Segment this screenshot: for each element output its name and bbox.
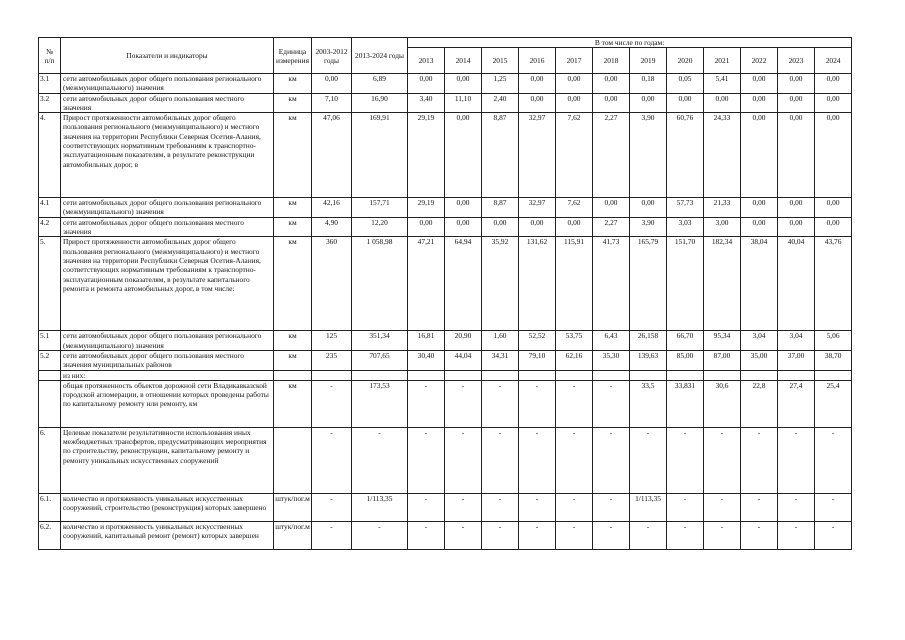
- row-unit: штук/пог.м: [274, 521, 312, 549]
- row-value-year: 3,04: [741, 331, 778, 351]
- row-number: [39, 370, 61, 380]
- row-value-year: 0,00: [815, 198, 852, 218]
- row-value-year: 30,6: [704, 380, 741, 427]
- row-value-year: -: [593, 521, 630, 549]
- row-value-year: 33,831: [667, 380, 704, 427]
- row-unit: [274, 427, 312, 493]
- header-year: 2016: [519, 48, 556, 74]
- row-value-2003-2012: -: [312, 521, 352, 549]
- row-value-year: 0,00: [445, 217, 482, 237]
- row-number: 4.1: [39, 198, 61, 218]
- row-value-year: 2,40: [482, 93, 519, 113]
- row-value-year: 0,00: [815, 217, 852, 237]
- row-value-year: -: [482, 493, 519, 521]
- row-indicator-text: Прирост протяженности автомобильных дорог общего пользования регионального (межмуниципального) и местного значения на территории Республики Северная Осетия-Алания, соответствующих нормативным требованиям к транспортно-эксплуатационным показателям, в результате реконструкции автомобильных дорог, в: [61, 113, 274, 198]
- row-value-year: 20,90: [445, 331, 482, 351]
- row-value-year: [408, 370, 445, 380]
- row-value-year: 66,70: [667, 331, 704, 351]
- header-year: 2017: [556, 48, 593, 74]
- row-value-year: -: [482, 521, 519, 549]
- row-value-year: 3,40: [408, 93, 445, 113]
- row-value-year: 57,73: [667, 198, 704, 218]
- row-value-year: 139,63: [630, 350, 667, 370]
- row-unit: км: [274, 380, 312, 427]
- row-value-year: -: [408, 521, 445, 549]
- row-value-year: -: [408, 427, 445, 493]
- row-value-year: -: [556, 380, 593, 427]
- row-value-year: 24,33: [704, 113, 741, 198]
- table-row: [39, 113, 852, 198]
- row-value-year: -: [593, 380, 630, 427]
- row-unit: км: [274, 217, 312, 237]
- row-value-year: 35,00: [741, 350, 778, 370]
- row-value-year: -: [704, 521, 741, 549]
- row-value-year: 0,00: [482, 217, 519, 237]
- row-value-year: 2,27: [593, 217, 630, 237]
- row-value-year: 0,00: [778, 198, 815, 218]
- row-value-total: [352, 370, 408, 380]
- row-indicator-text: Прирост протяженности автомобильных дорог общего пользования регионального (межмуниципального) и местного значения на территории Республики Северная Осетия-Алания, соответствующих нормативным требованиям к транспортно-эксплуатационным показателям, в результате капитального ремонта и ремонта автомобильных дорог, в том числе:: [61, 237, 274, 331]
- row-value-total: 169,91: [352, 113, 408, 198]
- row-value-year: -: [519, 521, 556, 549]
- row-value-2003-2012: 4,90: [312, 217, 352, 237]
- row-value-year: 35,30: [593, 350, 630, 370]
- row-value-year: 32,97: [519, 113, 556, 198]
- table-row: [39, 521, 852, 549]
- row-value-2003-2012: -: [312, 380, 352, 427]
- row-number: 4.: [39, 113, 61, 198]
- row-value-year: -: [630, 521, 667, 549]
- row-value-year: -: [815, 493, 852, 521]
- row-value-year: -: [815, 521, 852, 549]
- row-value-year: 8,87: [482, 198, 519, 218]
- row-indicator-text: Целевые показатели результативности использования иных межбюджетных трансфертов, предусматривающих мероприятия по строительству, реконструкции, капитальному ремонту и ремонту уникальных искусственных сооружений: [61, 427, 274, 493]
- header-indicator: Показатели и индикаторы: [61, 38, 274, 74]
- row-value-year: 34,31: [482, 350, 519, 370]
- row-value-year: 0,00: [445, 113, 482, 198]
- row-value-total: 1/113,35: [352, 493, 408, 521]
- row-value-year: 11,10: [445, 93, 482, 113]
- row-value-2003-2012: 235: [312, 350, 352, 370]
- row-indicator-text: сети автомобильных дорог общего пользования регионального (межмуниципального) значения: [61, 331, 274, 351]
- table-row: [39, 427, 852, 493]
- row-value-year: 0,00: [556, 217, 593, 237]
- row-number: 3.1: [39, 74, 61, 94]
- row-value-year: 0,00: [519, 74, 556, 94]
- row-value-year: 26,158: [630, 331, 667, 351]
- row-value-year: 0,00: [593, 93, 630, 113]
- row-unit: км: [274, 331, 312, 351]
- row-value-2003-2012: 0,00: [312, 74, 352, 94]
- row-value-year: 38,70: [815, 350, 852, 370]
- row-value-year: [482, 370, 519, 380]
- row-value-year: 0,18: [630, 74, 667, 94]
- row-value-year: 5,41: [704, 74, 741, 94]
- table-row: [39, 217, 852, 237]
- row-value-year: [556, 370, 593, 380]
- row-indicator-text: общая протяженность объектов дорожной сети Владикавказской городской агломерации, в отношении которых проведены работы по капитальному ремонту или ремонту, км: [61, 380, 274, 427]
- row-value-year: 0,00: [408, 217, 445, 237]
- row-value-year: -: [630, 427, 667, 493]
- header-number: № п/п: [39, 38, 61, 74]
- row-number: 5.: [39, 237, 61, 331]
- row-unit: км: [274, 350, 312, 370]
- row-value-year: -: [667, 521, 704, 549]
- row-value-year: 165,79: [630, 237, 667, 331]
- indicators-table: [38, 37, 852, 550]
- row-indicator-text: сети автомобильных дорог общего пользования местного значения муниципальных районов: [61, 350, 274, 370]
- row-value-year: 52,52: [519, 331, 556, 351]
- row-value-year: [815, 370, 852, 380]
- row-value-year: 62,16: [556, 350, 593, 370]
- row-value-total: 157,71: [352, 198, 408, 218]
- row-value-total: -: [352, 427, 408, 493]
- row-value-year: 60,76: [667, 113, 704, 198]
- row-value-year: -: [482, 427, 519, 493]
- row-unit: км: [274, 113, 312, 198]
- row-value-year: -: [556, 521, 593, 549]
- row-value-year: 47,21: [408, 237, 445, 331]
- row-value-year: 22,8: [741, 380, 778, 427]
- row-value-year: 1,25: [482, 74, 519, 94]
- indicators-table-page: [38, 37, 852, 550]
- row-unit: штук/пог.м: [274, 493, 312, 521]
- row-value-total: 6,89: [352, 74, 408, 94]
- row-value-year: 0,00: [815, 113, 852, 198]
- row-value-year: 1/113,35: [630, 493, 667, 521]
- row-number: 5.1: [39, 331, 61, 351]
- row-value-year: 8,87: [482, 113, 519, 198]
- row-value-year: 0,00: [815, 74, 852, 94]
- row-value-year: 16,81: [408, 331, 445, 351]
- row-unit: [274, 370, 312, 380]
- row-value-year: -: [778, 427, 815, 493]
- row-value-total: 12,20: [352, 217, 408, 237]
- row-value-year: [593, 370, 630, 380]
- table-row: [39, 380, 852, 427]
- row-value-year: 0,00: [519, 217, 556, 237]
- row-value-year: 0,00: [778, 113, 815, 198]
- header-year: 2014: [445, 48, 482, 74]
- row-value-year: -: [741, 493, 778, 521]
- row-value-year: -: [593, 427, 630, 493]
- row-value-year: 0,00: [741, 198, 778, 218]
- row-value-year: 0,00: [704, 93, 741, 113]
- row-value-year: 32,97: [519, 198, 556, 218]
- row-value-year: 3,04: [778, 331, 815, 351]
- row-value-year: 0,00: [741, 93, 778, 113]
- row-value-year: 40,04: [778, 237, 815, 331]
- row-indicator-text: сети автомобильных дорог общего пользования местного значения: [61, 93, 274, 113]
- row-value-year: 33,5: [630, 380, 667, 427]
- row-value-2003-2012: 42,16: [312, 198, 352, 218]
- row-value-year: -: [519, 427, 556, 493]
- row-unit: км: [274, 93, 312, 113]
- table-row: [39, 93, 852, 113]
- row-value-year: 79,10: [519, 350, 556, 370]
- row-value-year: 0,00: [741, 74, 778, 94]
- row-value-year: 7,62: [556, 113, 593, 198]
- header-unit: Единица измерения: [274, 38, 312, 74]
- row-value-year: -: [445, 380, 482, 427]
- row-value-year: 95,34: [704, 331, 741, 351]
- row-number: 6.: [39, 427, 61, 493]
- row-value-total: 707,65: [352, 350, 408, 370]
- row-value-year: 0,00: [667, 93, 704, 113]
- row-value-year: 3,00: [704, 217, 741, 237]
- row-value-year: 182,34: [704, 237, 741, 331]
- row-value-year: 21,33: [704, 198, 741, 218]
- row-value-year: -: [445, 493, 482, 521]
- table-row: [39, 493, 852, 521]
- row-value-year: -: [556, 427, 593, 493]
- row-value-year: 64,94: [445, 237, 482, 331]
- row-value-year: [519, 370, 556, 380]
- row-indicator-text: из них:: [61, 370, 274, 380]
- row-value-2003-2012: 360: [312, 237, 352, 331]
- row-value-year: 1,60: [482, 331, 519, 351]
- row-value-year: 3,03: [667, 217, 704, 237]
- row-value-year: -: [556, 493, 593, 521]
- row-value-year: -: [482, 380, 519, 427]
- row-value-year: -: [704, 427, 741, 493]
- row-value-year: -: [704, 493, 741, 521]
- row-value-total: 1 058,98: [352, 237, 408, 331]
- row-value-year: 2,27: [593, 113, 630, 198]
- row-value-year: 0,00: [519, 93, 556, 113]
- row-value-year: 38,04: [741, 237, 778, 331]
- row-indicator-text: сети автомобильных дорог общего пользования регионального (межмуниципального) значения: [61, 74, 274, 94]
- row-number: 4.2: [39, 217, 61, 237]
- row-value-year: 0,00: [778, 93, 815, 113]
- table-row: [39, 370, 852, 380]
- row-value-year: -: [815, 427, 852, 493]
- row-value-year: 131,62: [519, 237, 556, 331]
- row-value-year: 151,70: [667, 237, 704, 331]
- row-value-year: 0,00: [408, 74, 445, 94]
- row-value-year: -: [408, 380, 445, 427]
- row-indicator-text: количество и протяженность уникальных искусственных сооружений, строительство (реконструкция) которых завершено: [61, 493, 274, 521]
- header-year: 2024: [815, 48, 852, 74]
- table-body: [39, 74, 852, 550]
- row-value-year: -: [445, 521, 482, 549]
- row-value-year: [445, 370, 482, 380]
- header-year: 2018: [593, 48, 630, 74]
- row-value-year: 30,40: [408, 350, 445, 370]
- row-value-year: -: [667, 493, 704, 521]
- row-value-year: 0,00: [593, 198, 630, 218]
- row-value-year: 0,00: [815, 93, 852, 113]
- row-value-year: [741, 370, 778, 380]
- row-value-2003-2012: -: [312, 427, 352, 493]
- row-number: [39, 380, 61, 427]
- header-2003-2012: 2003-2012 годы: [312, 38, 352, 74]
- row-value-year: 29,19: [408, 198, 445, 218]
- table-row: [39, 198, 852, 218]
- row-value-year: 0,00: [778, 74, 815, 94]
- row-value-year: 0,05: [667, 74, 704, 94]
- row-value-2003-2012: 125: [312, 331, 352, 351]
- row-number: 6.2.: [39, 521, 61, 549]
- row-value-year: 6,43: [593, 331, 630, 351]
- row-value-2003-2012: 47,06: [312, 113, 352, 198]
- row-value-year: -: [667, 427, 704, 493]
- row-value-year: 0,00: [445, 198, 482, 218]
- row-number: 3.2: [39, 93, 61, 113]
- row-value-year: 85,00: [667, 350, 704, 370]
- row-number: 6.1.: [39, 493, 61, 521]
- row-value-2003-2012: 7,10: [312, 93, 352, 113]
- row-value-year: 3,90: [630, 217, 667, 237]
- row-value-year: 7,62: [556, 198, 593, 218]
- row-value-year: -: [519, 380, 556, 427]
- row-indicator-text: количество и протяженность уникальных искусственных сооружений, капитальный ремонт (ремонт) которых завершен: [61, 521, 274, 549]
- row-number: 5.2: [39, 350, 61, 370]
- row-value-year: 5,06: [815, 331, 852, 351]
- table-row: [39, 74, 852, 94]
- row-value-year: 43,76: [815, 237, 852, 331]
- row-value-total: -: [352, 521, 408, 549]
- row-unit: км: [274, 198, 312, 218]
- row-value-year: -: [593, 493, 630, 521]
- row-value-year: 3,90: [630, 113, 667, 198]
- row-unit: км: [274, 74, 312, 94]
- row-value-year: 0,00: [741, 217, 778, 237]
- row-value-year: -: [408, 493, 445, 521]
- header-year: 2013: [408, 48, 445, 74]
- row-value-year: 0,00: [556, 93, 593, 113]
- header-2013-2024: 2013-2024 годы: [352, 38, 408, 74]
- row-value-year: 0,00: [630, 198, 667, 218]
- row-value-year: -: [445, 427, 482, 493]
- row-value-year: 0,00: [778, 217, 815, 237]
- row-indicator-text: сети автомобильных дорог общего пользования местного значения: [61, 217, 274, 237]
- row-value-year: [630, 370, 667, 380]
- row-value-year: 44,04: [445, 350, 482, 370]
- header-year: 2022: [741, 48, 778, 74]
- header-year: 2020: [667, 48, 704, 74]
- header-year: 2015: [482, 48, 519, 74]
- row-value-year: 87,00: [704, 350, 741, 370]
- row-value-year: 27,4: [778, 380, 815, 427]
- row-value-total: 16,90: [352, 93, 408, 113]
- row-value-year: 41,73: [593, 237, 630, 331]
- row-value-year: -: [519, 493, 556, 521]
- header-year: 2021: [704, 48, 741, 74]
- table-row: [39, 331, 852, 351]
- row-value-2003-2012: -: [312, 493, 352, 521]
- row-value-year: -: [778, 493, 815, 521]
- row-value-year: [704, 370, 741, 380]
- row-value-year: 0,00: [593, 74, 630, 94]
- row-value-year: -: [741, 521, 778, 549]
- row-value-year: [778, 370, 815, 380]
- row-value-total: 351,34: [352, 331, 408, 351]
- header-by-year: В том числе по годам:: [408, 38, 852, 48]
- row-indicator-text: сети автомобильных дорог общего пользования регионального (межмуниципального) значения: [61, 198, 274, 218]
- row-unit: км: [274, 237, 312, 331]
- row-value-year: 35,92: [482, 237, 519, 331]
- row-value-year: 0,00: [445, 74, 482, 94]
- header-year: 2019: [630, 48, 667, 74]
- row-value-year: 115,91: [556, 237, 593, 331]
- row-value-year: 25,4: [815, 380, 852, 427]
- row-value-year: -: [741, 427, 778, 493]
- header-year: 2023: [778, 48, 815, 74]
- row-value-2003-2012: [312, 370, 352, 380]
- row-value-year: 0,00: [741, 113, 778, 198]
- row-value-year: 53,75: [556, 331, 593, 351]
- table-row: [39, 237, 852, 331]
- row-value-year: 37,00: [778, 350, 815, 370]
- table-row: [39, 350, 852, 370]
- row-value-total: 173,53: [352, 380, 408, 427]
- row-value-year: 0,00: [630, 93, 667, 113]
- row-value-year: -: [778, 521, 815, 549]
- row-value-year: 29,19: [408, 113, 445, 198]
- row-value-year: [667, 370, 704, 380]
- row-value-year: 0,00: [556, 74, 593, 94]
